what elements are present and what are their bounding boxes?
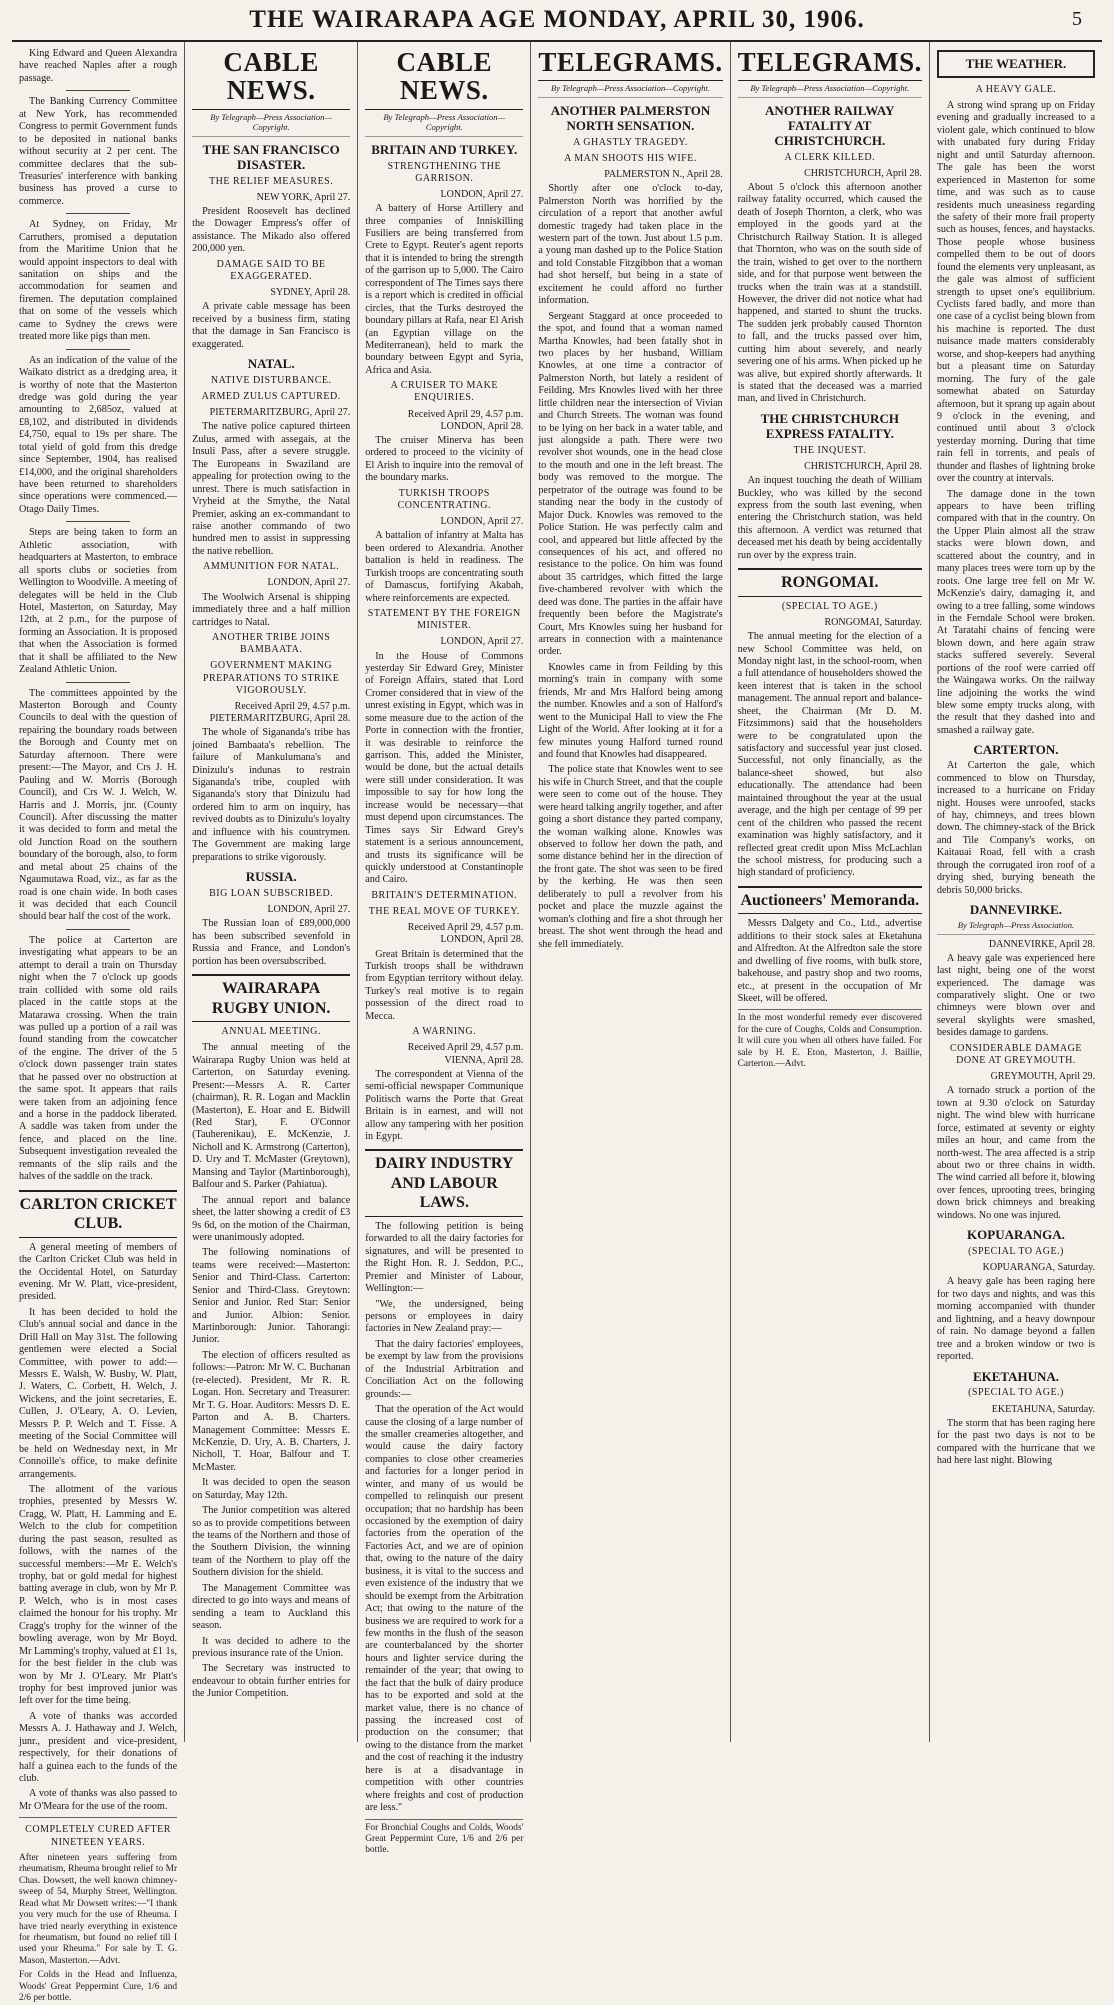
news-paragraph: Great Britain is determined that the Turkish troops shall be withdrawn from Egyptian territory without delay. Turkey's real motive is to regain possession of the direct road to Mecca. xyxy=(365,948,524,1022)
damage-subheading: DAMAGE SAID TO BE EXAGGERATED. xyxy=(216,258,326,282)
dateline: EKETAHUNA, Saturday. xyxy=(991,1403,1096,1415)
rugby-subheading: ANNUAL MEETING. xyxy=(221,1026,321,1038)
special-note: (SPECIAL TO AGE.) xyxy=(968,1246,1064,1258)
page-number: 5 xyxy=(1072,8,1082,30)
warning-subheading: A WARNING. xyxy=(412,1026,477,1038)
dateline: LONDON, April 27. xyxy=(440,516,524,528)
dateline: GREYMOUTH, April 29. xyxy=(990,1071,1096,1083)
weather-subheading: A HEAVY GALE. xyxy=(975,83,1057,95)
turkey-heading: BRITAIN AND TURKEY. xyxy=(371,141,518,157)
news-paragraph: The Banking Currency Committee at New York, has recommended Congress to permit Government funds to be deposited in national banks without security at 2 per cent. The committee declares that the sub-Treasuries' interference with banking business has proved a curse to commerce. xyxy=(19,96,178,207)
news-paragraph: An inquest touching the death of William Buckley, who was killed by the second express from the south last evening, when entering the Christchurch station, was held this afternoon. A verdict was returned that deceased met his death by being accidentally run over by the express train. xyxy=(737,475,922,561)
natal-subheading: NATIVE DISTURBANCE. xyxy=(210,374,332,386)
dairy-paragraph: The following petition is being forwarded to all the dairy factories for signatures, and will be presented to the Right Hon. R. J. Seddon, P.C., Premier and Minister of Labour, Wellington:— xyxy=(365,1220,524,1295)
rugby-paragraph: The Secretary was instructed to endeavour to obtain further entries for the Junior Competition. xyxy=(192,1663,351,1700)
special-note: (SPECIAL TO AGE.) xyxy=(781,600,878,612)
express-heading: THE CHRISTCHURCH EXPRESS FATALITY. xyxy=(760,410,899,441)
news-paragraph: The Russian loan of £89,000,000 has been subscribed sevenfold in Russia and France, and London's portion has been oversubscribed. xyxy=(192,918,351,967)
advertisement xyxy=(738,1009,922,1070)
news-paragraph: At Sydney, on Friday, Mr Carruthers, promised a deputation from the Maritime Union that he would appoint inspectors to deal with sanitation on ships and the accommodation for seamen and firemen. The deputation complained that on some of the vessels which came to Sydney the crews were treated more like pigs than men. xyxy=(19,219,178,343)
telegrams-banner: TELEGRAMS. xyxy=(738,48,922,81)
news-paragraph: The cruiser Minerva has been ordered to proceed to the vicinity of El Arish to inquire into the removal of the boundary marks. xyxy=(365,435,524,484)
column-5 xyxy=(731,42,930,1742)
news-paragraph: Steps are being taken to form an Athletic association, with headquarters at Masterton, to embrace all sports clubs or societies from Wellington to Woodville. A meeting of delegates will be held in the Club Hotel, Masterton, on Saturday, May 12th, at 2 p.m., for the purpose of forming an Association. It is proposed that when the Association is formed that it shall be affiliated to the New Zealand Athletic Union. xyxy=(19,527,178,676)
byline: By Telegraph—Press Association—Copyright. xyxy=(738,83,922,97)
turkey-subheading: STRENGTHENING THE GARRISON. xyxy=(387,160,502,184)
news-paragraph: A battery of Horse Artillery and three companies of Inniskilling Fusiliers are being transferred from Crete to Egypt. Reuter's agent reports that it is intended to bring the strength of the garrison up to 5,000. The Cairo correspondent of The Times says there is a report which is credited in official circles, that the Turks destroyed the boundary pillars at Rafa, near El Arish (an Egyptian village on the Mediterranean), held to mark the boundary between Egypt and Syria, Africa and Asia. xyxy=(365,203,524,376)
news-paragraph: Sergeant Staggard at once proceeded to the spot, and found that a woman named Martha Knowles, had been fatally shot in two places by her husband, William Knowles, at one time a contractor of Palmerston North, but lately a resident of Feilding. Mrs Knowles lived with her three little children near the intersection of Vivian and Church Streets. The woman was found to be lying on her back in a water table, and just alongside a path. There were two revolver shot wounds, one in the head close to the mouth and one in the left breast. The body was removed to the morgue. The perpetrator of the outrage was found to be standing near the body in the custody of Major Duck. Knowles was removed to the Police Station. He was perfectly calm and cool, and appeared but little affected by the consequences of his act, and offered no resistance to the police. On him was found about 35 cartridges, which fitted the large five-chambered revolver with which the deed was done. The parties in the affair have frequently been before the Magistrate's Court, Mrs Knowles suing her husband for arrears in connection with a maintenance order. xyxy=(538,310,723,658)
dateline: CHRISTCHURCH, April 28. xyxy=(804,460,922,472)
dateline: LONDON, April 27. xyxy=(440,636,524,648)
determination-subheading: BRITAIN'S DETERMINATION. xyxy=(371,889,518,901)
sensation-subheading: A GHASTLY TRAGEDY. xyxy=(573,136,688,148)
news-paragraph: The committees appointed by the Masterton Borough and County Councils to deal with the question of repairing the boundary roads between the Borough and County met on Saturday afternoon. There were present:—The Mayor, and Crs J. H. Pauling and W. Morris (Borough Council), and Crs W. J. Welch, W. Harris and J. Morris, jnr. (County Council). After discussing the matter it was decided to form and metal the old Junction Road on the southern boundary of the borough, also, to form and metal about 25 chains of the Ngaumutawa Road, viz., as far as the road is one chain wide. In both cases it was decided that each Council should bear half the cost of the work. xyxy=(19,687,178,923)
dairy-paragraph: That the operation of the Act would cause the closing of a large number of the smaller creameries altogether, and would cause the dairy factory companies to close other creameries and factories for a longer period in winter, and many of us would be compelled to relinquish our present occupation; that no hardship has been occasioned by the exemption of dairy factories from the operation of the Factories Act, and we are of opinion that, owing to the nature of the dairy business, it is vital to the success and even existence of the industry that we should be exempt from the Arbitration Act; that owing to the nature of the business we are required to work for a few months in the flush of the season are counterbalanced by the shorter hours and lighter service during the remainder of the year; that owing to the fact that the bulk of dairy produce has to be exported and sold at the market value, there is no chance of passing the increased cost of production on the consumer; that owing to the distance from the market and the cost of reaching it the industry here is at a disadvantage in competition with other countries where freights and cost of production are less." xyxy=(365,1404,524,1814)
cricket-paragraph: A vote of thanks was also passed to Mr O'Meara for the use of the room. xyxy=(19,1788,178,1812)
rugby-paragraph: The annual meeting of the Wairarapa Rugby Union was held at Carterton, on Saturday evening. Present:—Messrs A. R. Carter (chairman), R. R. Logan and Macklin (Masterton), E. Hoar and E. Bidwill (Red Star), F. O'Connor (Tauherenikau), E. McKenzie, J. Nicholl and K. Armstrong (Carterton), D. Ury and T. McMaster (Greytown), Mansing and Taylor (Martinborough), Balfour and S. Parker (Pahiatua). xyxy=(192,1042,351,1191)
rugby-paragraph: The following nominations of teams were received:—Masterton: Senior and Third-Class. Carterton: Senior and Third-Class. Greytown: Senior and Junior. Red Star: Senior and Junior. Albion: Senior. Martinborough: Junior. Tahorangi: Junior. xyxy=(192,1247,351,1346)
dateline: CHRISTCHURCH, April 28. xyxy=(804,167,922,179)
byline: By Telegraph—Press Association—Copyright. xyxy=(538,83,722,97)
ammo-subheading: AMMUNITION FOR NATAL. xyxy=(203,561,340,573)
news-paragraph: The native police captured thirteen Zulus, armed with assegais, at the Insuli Pass, after a severe struggle. The Europeans in Swaziland are appealing for protection owing to the unrest. There is much satisfaction in Vryheid at the Smythe, the Natal Premier, asking an ex-commandant to raise another commando of two hundred men to assist in suppressing the native rebellion. xyxy=(192,421,351,557)
cricket-paragraph: It has been decided to hold the Club's annual social and dance in the Drill Hall on May 31st. The following gentlemen were elected a Social Committee, with power to add:—Messrs E. Walsh, W. Busby, W. Platt, J. Waters, C. Corbett, H. Welch, J. Wickens, and the joint secretaries, E. Cullen, J. O'Leary, A. O. Levien, Messrs P. P. Welch and T. Fisse. A meeting of the Social Committee will be held on Wednesday next, in Mr Connoille's office, to make definite arrangements. xyxy=(19,1306,178,1480)
sensation-subheading-2: A MAN SHOOTS HIS WIFE. xyxy=(564,152,697,164)
dateline: DANNEVIRKE, April 28. xyxy=(988,938,1096,950)
express-subheading: THE INQUEST. xyxy=(793,444,867,456)
dairy-paragraph: "We, the undersigned, being persons or employees in dairy factories in New Zealand pray:— xyxy=(365,1298,524,1335)
rugby-heading: WAIRARAPA RUGBY UNION. xyxy=(192,974,350,1022)
natal-heading: NATAL. xyxy=(247,355,295,371)
masthead-title: THE WAIRARAPA AGE MONDAY, APRIL 30, 1906. xyxy=(249,6,865,33)
dateline: PALMERSTON N., April 28. xyxy=(604,169,723,181)
carterton-heading: CARTERTON. xyxy=(973,742,1059,758)
ad-paragraph: In the most wonderful remedy ever discovered for the cure of Coughs, Colds and Consumption. It will cure you when all others have failed. For sale by H. E. Eton, Masterton, J. Baillie, Carterton.—Advt. xyxy=(737,1013,922,1070)
column-6 xyxy=(930,42,1102,1742)
news-paragraph: The annual meeting for the election of a new School Committee was held, on Monday night last, in the school-room, when a full attendance of householders showed the keen interest that is taken in the school management. The annual report and balance-sheet, the Chairman (Mr D. M. Fitzsimmons) said that the householders were to be congratulated upon the satisfactory and successful year just closed. Successful, not only financially, as the balance-sheet showed, but also educationally. The attendance had been maintained throughout the year at the usual average, and the high per centage of 99 per cent of the children who passed the recent examination was highly satisfactory, and it reflected great credit upon Miss McLachlan the school mistress, for producing such a high standard of proficiency. xyxy=(737,631,922,879)
ad-paragraph: After nineteen years suffering from rheumatism, Rheuma brought relief to Mr Chas. Dowsett, the well known chimney-sweep of 54, Murphy Street, Wellington. Read what Mr Dowsett writes:—"I thank you very much for the use of Rheuma. I have tried nearly everything in existence for rheumatism, but found no relief till I used your Rheuma." For sale by T. G. Mason, Masterton.—Advt. xyxy=(19,1852,178,1966)
news-paragraph: The storm that has been raging here for the past two days is not to be compared with the hurricane that we had here last night. Blowing xyxy=(936,1417,1096,1467)
ad-paragraph: For Colds in the Head and Influenza, Woods' Great Peppermint Cure, 1/6 and 2/6 per bottle. xyxy=(19,1970,178,2004)
russia-subheading: BIG LOAN SUBSCRIBED. xyxy=(209,888,334,900)
news-paragraph: At Carterton the gale, which commenced to blow on Thursday, increased to a hurricane on Friday night. Houses were unroofed, stacks of hay, chimneys, and trees blown down. The chimney-stack of the Brick and Tile Company's works, on Kaitauai Road, fell with a crash through the corrugated iron roof of a drying shed, burying beneath the debris 50,000 bricks. xyxy=(936,760,1096,896)
news-paragraph: Messrs Dalgety and Co., Ltd., advertise additions to their stock sales at Eketahuna and Alfredton. At the Alfredton sale the store and dwelling of five rooms, with bulk store, bakehouse, and pastry shop and two rooms, etc., at present in the occupation of Mr Skeet, will be offered. xyxy=(737,918,922,1004)
news-paragraph: A battalion of infantry at Malta has been ordered to Alexandria. Another battalion is held in readiness. The Turkish troops are concentrating south of Damascus, fortifying Akabah, where reinforcements are expected. xyxy=(365,530,524,604)
news-paragraph: Shortly after one o'clock to-day, Palmerston North was horrified by the circulation of a report that another awful domestic tragedy had taken place in the western part of the town. Just about 1.5 p.m. a young man dashed up to the Police Station and told Constable Fitzgibbon that a woman had shot herself, but being in a state of excitement he could afford no further information. xyxy=(538,183,723,307)
column-2 xyxy=(185,42,358,1742)
greymouth-heading: CONSIDERABLE DAMAGE DONE AT GREYMOUTH. xyxy=(949,1042,1082,1066)
cricket-paragraph: A general meeting of members of the Carlton Cricket Club was held in the Occidental Hotel, on Saturday evening. Mr W. Platt, vice-president, presided. xyxy=(19,1241,178,1303)
dateline: LONDON, April 27. xyxy=(440,188,524,200)
news-paragraph: As an indication of the value of the Waikato district as a dredging area, it is worthy of note that the Masterton dredge was gold during the year amounting to 2,685oz, valued at £8,102, and distributed in dividends £4,750, equal to 19s per share. The total yield of gold from this dredge since September, 1904, has realised £14,000, and the original shareholders have been returned to shareholders since operations were commenced.—Otago Daily Times. xyxy=(19,354,178,515)
byline: By Telegraph—Press Association—Copyright. xyxy=(192,112,350,137)
news-paragraph: President Roosevelt has declined the Dowager Empress's offer of assistance. The Mikado also offered 200,000 yen. xyxy=(192,205,351,255)
news-paragraph: The police at Carterton are investigating what appears to be an attempt to derail a train on Thursday night when the 7 o'clock up goods train collided with some old rails placed in the cattle stops at the Matarawa crossing. When the train was pulled up a portion of a rail was found standing from the cowcatcher of the engine. The driver of the 5 o'clock down passenger train states that he passed over no obstruction at the same spot. It appears that rails were taken from an adjoining fence and a horse in the paddock liberated. A saddle was taken from under the fence, and placed on the line. Subsequent investigation revealed the remnants of the slip rails and the halves of the saddle on the track. xyxy=(19,934,178,1183)
rugby-paragraph: It was decided to adhere to the previous insurance rate of the Union. xyxy=(192,1635,351,1659)
troops-subheading: TURKISH TROOPS CONCENTRATING. xyxy=(397,487,491,511)
cricket-paragraph: The allotment of the various trophies, presented by Messrs W. Cragg, W. Platt, H. Lamming and E. Welch to the club for competition during the past season, resulted as follows, with the names of the successful members:—Mr E. Welch's trophy, bat or gold medal for highest batting average in club, won by Mr P. P. Welch, who is in most cases claimed the honour for his trophy. Mr Cragg's trophy for the winner of the bowling average, won by Mr Boyd. Mr Lamming's trophy, valued at £1 1s, for the best fielder in the club was won by Mr J. O'Leary. Mr Platt's trophy for best improved junior was left over for the time being. xyxy=(19,1483,178,1707)
weather-paragraph: The damage done in the town appears to have been trifling compared with that in the country. On the Upper Plain almost all the straw stacks were blown down, and scattered about the country, and in many places trees were torn up by the roots. One large tree fell on Mr W. McKenzie's dairy, damaging it, and owing to a tree falling, some windows in the Ferndale School were broken. At Taratahi chains of fencing were blown down, and here again straw stacks suffered severely. Several portions of the roof were carried off the Waingawa works. On the railway line adjoining the works the wind blew some empty trucks along, with the result that they dashed into and smashed a railway gate. xyxy=(936,488,1096,736)
minister-subheading: STATEMENT BY THE FOREIGN MINISTER. xyxy=(367,607,521,632)
news-paragraph: The police state that Knowles went to see his wife in Church Street, and that the couple were seen to come out of the house. They were heard talking angrily together, and after going a short distance they parted company, the woman walking alone. Knowles was observed to follow her down the path, and some distance behind her in the direction of the front gate. The shot was seen to be fired by the kerbing. He was then seen deliberately to pull a revolver from his pocket and place the muzzle against the woman's clothing and fire a shot through her breast. The shot went through the head and she fell immediately. xyxy=(538,764,723,950)
determination-subheading-2: THE REAL MOVE OF TURKEY. xyxy=(368,906,520,918)
news-paragraph: A private cable message has been received by a business firm, stating that the damage in San Francisco is exaggerated. xyxy=(192,301,351,350)
dateline: Received April 29, 4.57 p.m. LONDON, April 28. xyxy=(407,922,524,946)
sf-subheading: THE RELIEF MEASURES. xyxy=(209,175,334,187)
news-paragraph: King Edward and Queen Alexandra have reached Naples after a rough passage. xyxy=(19,48,178,84)
weather-heading: THE WEATHER. xyxy=(937,50,1095,78)
tribe-subheading-2: GOVERNMENT MAKING PREPARATIONS TO STRIKE VIGOROUSLY. xyxy=(202,660,340,696)
kopuaranga-heading: KOPUARANGA. xyxy=(967,1227,1065,1243)
news-paragraph: The whole of Sigananda's tribe has joined Bambaata's rebellion. The failure of Mankulumana's and Dinizulu's indunas to restrain Sigananda's tribe, coupled with Sigananda's story that Dinizulu had ordered him to arm on inquiry, has revived doubts as to Dinizulu's loyalty and influence with his countrymen. The Government are making large preparations to strike vigorously. xyxy=(192,727,351,863)
dateline: RONGOMAI, Saturday. xyxy=(824,616,922,628)
dateline: Received April 29, 4.57 p.m. VIENNA, April 28. xyxy=(407,1042,524,1066)
sensation-heading: ANOTHER PALMERSTON NORTH SENSATION. xyxy=(550,102,711,133)
special-note: (SPECIAL TO AGE.) xyxy=(968,1387,1064,1399)
rugby-paragraph: The election of officers resulted as follows:—Patron: Mr W. C. Buchanan (re-elected). President, Mr R. R. Logan. Hon. Secretary and Treasurer: Mr T. G. Hoar. Auditors: Messrs D. E. Parton and A. B. Charters. Management Committee: Messrs E. McKenzie, D. Ury, A. B. Charters, J. Nicholl, T. Hoar, Balfour and T. McMaster. xyxy=(192,1349,351,1473)
eketahuna-heading: EKETAHUNA. xyxy=(972,1368,1060,1384)
dairy-paragraph: That the dairy factories' employees, be exempt by law from the provisions of the Industrial Arbitration and Conciliation Act on the following grounds:— xyxy=(365,1338,524,1400)
cricket-heading: CARLTON CRICKET CLUB. xyxy=(19,1190,177,1238)
auctioneers-heading: Auctioneers' Memoranda. xyxy=(738,886,922,915)
masthead xyxy=(12,0,1102,42)
news-paragraph: The correspondent at Vienna of the semi-official newspaper Communique Politisch warns the Porte that Great Britain is in earnest, and will not allow any tampering with her position in Egypt. xyxy=(365,1068,524,1142)
dateline: LONDON, April 27. xyxy=(267,577,351,589)
column-4 xyxy=(531,42,730,1742)
dateline: Received April 29, 4.57 p.m. PIETERMARITZBURG, April 28. xyxy=(209,700,351,725)
tribe-subheading: ANOTHER TRIBE JOINS BAMBAATA. xyxy=(212,631,331,656)
dateline: Received April 29, 4.57 p.m. LONDON, April 28. xyxy=(407,408,524,432)
rugby-paragraph: It was decided to open the season on Saturday, May 12th. xyxy=(192,1477,351,1501)
news-paragraph: A heavy gale was experienced here last night, being one of the worst experienced. The damage was comparatively slight. One or two chimneys were blown over and several skylights were smashed, besides damage to gardens. xyxy=(936,952,1096,1039)
ad-paragraph: For Bronchial Coughs and Colds, Woods' Great Peppermint Cure, 1/6 and 2/6 per bottle. xyxy=(365,1822,524,1856)
cruiser-subheading: A CRUISER TO MAKE ENQUIRIES. xyxy=(390,380,498,404)
rongomai-heading: RONGOMAI. xyxy=(738,568,922,597)
byline: By Telegraph—Press Association. xyxy=(937,920,1095,934)
cricket-paragraph: A vote of thanks was accorded Messrs A. J. Hathaway and J. Welch, junr., president and vice-president, respectively, for their donations of half a guinea each to the funds of the club. xyxy=(19,1710,178,1785)
cable-news-banner: CABLE NEWS. xyxy=(365,48,523,110)
telegrams-banner: TELEGRAMS. xyxy=(538,48,722,81)
advertisement xyxy=(19,1817,177,2004)
dateline: SYDNEY, April 28. xyxy=(270,287,351,299)
news-paragraph: A tornado struck a portion of the town at 9.30 o'clock on Saturday night. The wind blew with hurricane force, estimated at seventy or eighty miles an hour, and came from the north-west. The area affected is a strip about two or three chains in width. The wind carried all before it, blowing over fences, uprooting trees, bringing down brick chimneys and breaking windows. No one was injured. xyxy=(936,1085,1096,1221)
rugby-paragraph: The annual report and balance sheet, the latter showing a credit of £3 9s 6d, on the motion of the Chairman, were unanimously adopted. xyxy=(192,1194,351,1243)
railway-heading: ANOTHER RAILWAY FATALITY AT CHRISTCHURCH. xyxy=(765,102,895,148)
natal-subheading-2: ARMED ZULUS CAPTURED. xyxy=(201,391,341,403)
news-paragraph: The Woolwich Arsenal is shipping immediately three and a half million cartridges to Natal. xyxy=(192,591,351,628)
weather-paragraph: A strong wind sprang up on Friday evening and gradually increased to a violent gale, which continued to blow with unabated fury during Friday night and until Saturday afternoon. The gale has been the worst experienced in Masterton for some time, and was such as to cause residents much uneasiness regarding the safety of their more frail property such as houses, fences, and haystacks. Those people whose business compelled them to be out of doors found the elements very unpleasant, as the gale was almost of sufficient strength to upset one's equilibrium. Cyclists fared badly, and more than one case of a cyclist being blown from his machine is reported. The dust nuisance made matters considerably worse, and shop-keepers had anything but a pleasant time on Saturday morning. The fury of the gale somewhat abated on Saturday afternoon, but it sprang up again about 9 o'clock in the evening, and continued until about 3 o'clock yesterday morning. During that time rain fell in torrents, and peals of thunder and flashes of lightning broke over the country at intervals. xyxy=(936,100,1096,485)
news-paragraph: A heavy gale has been raging here for two days and nights, and was this morning accompanied with thunder and lightning, and a heavy downpour of rain. No damage beyond a fallen tree and a broken window or two is reported. xyxy=(936,1276,1096,1363)
dateline: KOPUARANGA, Saturday. xyxy=(982,1262,1096,1274)
column-3 xyxy=(358,42,531,1856)
byline: By Telegraph—Press Association—Copyright. xyxy=(365,112,523,137)
ad-heading: COMPLETELY CURED AFTER NINETEEN YEARS. xyxy=(25,1824,171,1848)
dairy-heading: DAIRY INDUSTRY AND LABOUR LAWS. xyxy=(365,1149,523,1217)
cable-news-banner: CABLE NEWS. xyxy=(192,48,350,110)
sf-heading: THE SAN FRANCISCO DISASTER. xyxy=(202,141,340,172)
advertisement xyxy=(365,1819,523,1857)
dateline: PIETERMARITZBURG, April 27. xyxy=(209,407,351,419)
dateline: LONDON, April 27. xyxy=(267,904,351,916)
news-paragraph: About 5 o'clock this afternoon another railway fatality occurred, which caused the death of Joseph Thornton, a clerk, who was employed in the goods yard at the Christchurch Railway Station. It is alleged that Thornton, who was on the south side of the train, wished to get over to the northern side, and for that purpose went between the trucks when the train was at a standstill. However, the driver did not notice what had happened, and started to shunt the trucks. The sudden jerk probably caused Thornton to fall, and the trucks passed over him, cutting him about severely, and nearly severing one of his arms. When picked up he was alive, but expired shortly afterwards. It is stated that the deceased was a married man, and lived in Christchurch. xyxy=(737,182,922,405)
dannevirke-heading: DANNEVIRKE. xyxy=(969,902,1063,918)
column-1 xyxy=(12,42,185,2004)
russia-heading: RUSSIA. xyxy=(245,869,297,885)
dateline: NEW YORK, April 27. xyxy=(256,191,351,203)
rugby-paragraph: The Management Committee was directed to go into ways and means of sending a team to Auckland this season. xyxy=(192,1582,351,1632)
news-paragraph: Knowles came in from Feilding by this morning's train in company with some friends, Mr and Mrs Halford being among the number. Knowles and a son of Halford's went to the Municipal Hall to view the Fhe Light of the World. After looking at it for a few minutes young Halford turned round and found that Knowles had disappeared. xyxy=(538,661,723,760)
rugby-paragraph: The Junior competition was altered so as to provide competitions between the teams of the Northern and those of the Southern Division, the winning team of the Northern to play off the Southern division for the shield. xyxy=(192,1505,351,1579)
railway-subheading: A CLERK KILLED. xyxy=(784,151,876,163)
news-paragraph: In the House of Commons yesterday Sir Edward Grey, Minister of Foreign Affairs, stated that Lord Cromer considered that in view of the unrest existing in Egypt, which was in some measure due to the action of the Porte in connection with the frontier, it was desirable to reinforce the garrison. This, added the Minister, would be done, but the actual details were still under consideration. It was impossible to say for how long the increase would be necessary—that must depend upon circumstances. The Times says Sir Edward Grey's statement is a serious announcement, and trusts its significance will be quickly understood at Constantinople and Cairo. xyxy=(365,650,524,886)
